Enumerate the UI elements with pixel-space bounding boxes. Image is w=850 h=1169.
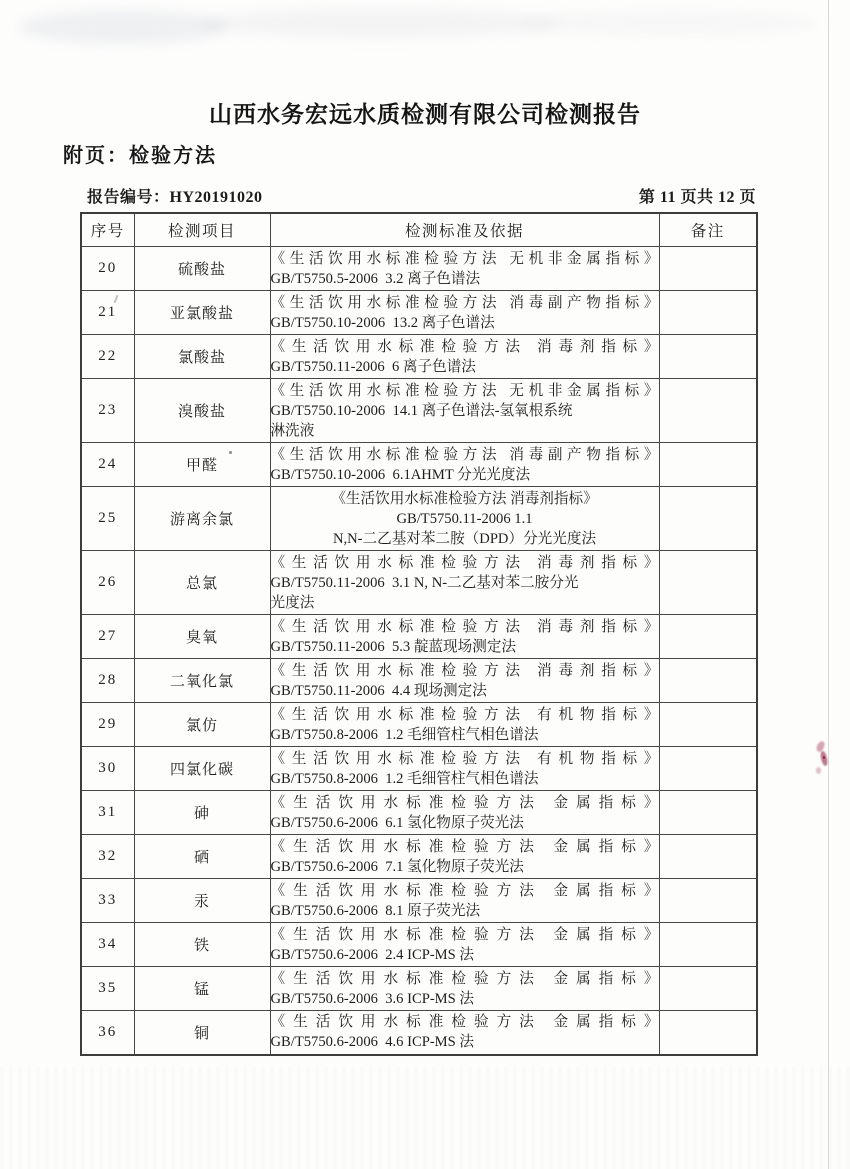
table-row: [81, 335, 757, 379]
table-row: [81, 379, 757, 443]
row-number: 30: [81, 747, 134, 791]
ink-mark: [820, 751, 829, 767]
row-remark: [659, 967, 757, 1011]
column-header: 备注: [659, 213, 757, 247]
row-method: [270, 835, 659, 879]
ink-mark: [816, 767, 821, 774]
method-line: 《生活饮用水标准检验方法 金属指标》: [270, 794, 659, 811]
method-line: 《生活饮用水标准检验方法 金属指标》: [270, 882, 659, 899]
table-row: [81, 703, 757, 747]
table-row: [81, 659, 757, 703]
table-row: [81, 747, 757, 791]
method-line: 《生活饮用水标准检验方法 金属指标》: [270, 1014, 659, 1031]
row-remark: [659, 487, 757, 551]
method-line: 《生活饮用水标准检验方法 金属指标》: [270, 970, 659, 987]
methods-table: [80, 212, 758, 1056]
row-remark: [659, 1011, 757, 1055]
row-item: 氯仿: [134, 703, 270, 747]
ink-mark: [823, 756, 825, 759]
row-number: 25: [81, 487, 134, 551]
row-number: 24: [81, 443, 134, 487]
table-row: [81, 1011, 757, 1055]
row-remark: [659, 335, 757, 379]
table-header-row: [81, 213, 757, 247]
row-method: [270, 335, 659, 379]
method-line: 《生活饮用水标准检验方法 金属指标》: [270, 926, 659, 943]
method-line: GB/T5750.11-2006 5.3 靛蓝现场测定法: [270, 638, 517, 655]
row-number: 23: [81, 379, 134, 443]
method-line: 《生活饮用水标准检验方法 消毒剂指标》: [270, 618, 659, 635]
method-line: GB/T5750.5-2006 3.2 离子色谱法: [270, 270, 481, 287]
row-method: [270, 879, 659, 923]
row-item: 臭氧: [134, 615, 270, 659]
report-number: [80, 184, 263, 207]
row-number: 21: [81, 291, 134, 335]
row-number: 26: [81, 551, 134, 615]
method-line: GB/T5750.8-2006 1.2 毛细管柱气相色谱法: [270, 726, 539, 743]
row-item: 四氯化碳: [134, 747, 270, 791]
method-line: GB/T5750.10-2006 13.2 离子色谱法: [270, 314, 495, 331]
method-line: GB/T5750.6-2006 4.6 ICP-MS 法: [270, 1034, 475, 1051]
method-line: 《生活饮用水标准检验方法 消毒剂指标》: [270, 554, 659, 571]
row-item: 铁: [134, 923, 270, 967]
scan-smudge: [520, 10, 820, 36]
row-item: 汞: [134, 879, 270, 923]
row-method: [270, 659, 659, 703]
table-row: [81, 923, 757, 967]
row-item: 二氧化氯: [134, 659, 270, 703]
column-header: 检测项目: [134, 213, 270, 247]
scan-edge-line: [828, 0, 829, 1169]
method-line: 《生活饮用水标准检验方法 消毒副产物指标》: [270, 294, 659, 311]
row-remark: [659, 747, 757, 791]
method-line: 《生活饮用水标准检验方法 无机非金属指标》: [270, 382, 659, 399]
method-line: 《生活饮用水标准检验方法 金属指标》: [270, 838, 659, 855]
row-remark: [659, 879, 757, 923]
scan-smudge: [18, 10, 228, 44]
method-line: GB/T5750.11-2006 6 离子色谱法: [270, 358, 476, 375]
scan-smudge: [200, 8, 560, 38]
row-remark: [659, 551, 757, 615]
method-line: GB/T5750.6-2006 6.1 氢化物原子荧光法: [270, 814, 524, 831]
row-method: [270, 1011, 659, 1055]
row-number: 32: [81, 835, 134, 879]
row-remark: [659, 615, 757, 659]
table-row: [81, 879, 757, 923]
row-number: 20: [81, 247, 134, 291]
attachment-subtitle: 附页：检验方法: [63, 145, 217, 167]
method-line: GB/T5750.6-2006 7.1 氢化物原子荧光法: [270, 858, 524, 875]
method-line: GB/T5750.8-2006 1.2 毛细管柱气相色谱法: [270, 770, 539, 787]
table-row: [81, 487, 757, 551]
row-remark: [659, 443, 757, 487]
page-indicator: 第 11 页共 12 页: [638, 189, 756, 206]
row-remark: [659, 923, 757, 967]
table-row: [81, 967, 757, 1011]
method-line: 《生活饮用水标准检验方法 消毒副产物指标》: [270, 446, 659, 463]
row-remark: [659, 659, 757, 703]
row-remark: [659, 247, 757, 291]
row-number: 31: [81, 791, 134, 835]
row-remark: [659, 291, 757, 335]
row-item: 氯酸盐: [134, 335, 270, 379]
report-number-value: HY20191020: [169, 189, 263, 206]
row-remark: [659, 791, 757, 835]
method-line: 光度法: [270, 594, 315, 611]
row-method: [270, 967, 659, 1011]
method-line: GB/T5750.6-2006 3.6 ICP-MS 法: [270, 990, 475, 1007]
row-method: [270, 923, 659, 967]
ink-mark: [815, 740, 825, 753]
row-method: [270, 487, 659, 551]
row-item: 游离余氯: [134, 487, 270, 551]
table-row: [81, 615, 757, 659]
method-line: GB/T5750.11-2006 1.1: [396, 510, 533, 527]
row-item: 甲醛: [134, 443, 270, 487]
report-number-label: 报告编号：: [87, 189, 170, 206]
method-line: GB/T5750.10-2006 6.1AHMT 分光光度法: [270, 466, 531, 483]
method-line: GB/T5750.11-2006 3.1 N, N-二乙基对苯二胺分光: [270, 574, 579, 591]
table-row: [81, 835, 757, 879]
row-number: 22: [81, 335, 134, 379]
row-item: 亚氯酸盐: [134, 291, 270, 335]
row-method: [270, 291, 659, 335]
method-line: N,N-二乙基对苯二胺（DPD）分光光度法: [332, 530, 597, 547]
table-row: [81, 291, 757, 335]
row-item: 硫酸盐: [134, 247, 270, 291]
row-number: 28: [81, 659, 134, 703]
method-line: 淋洗液: [270, 422, 315, 439]
row-number: 36: [81, 1011, 134, 1055]
row-item: 硒: [134, 835, 270, 879]
table-row: [81, 443, 757, 487]
row-method: [270, 747, 659, 791]
method-line: GB/T5750.6-2006 2.4 ICP-MS 法: [270, 946, 475, 963]
row-item: 溴酸盐: [134, 379, 270, 443]
method-line: 《生活饮用水标准检验方法 无机非金属指标》: [270, 250, 659, 267]
row-method: [270, 551, 659, 615]
method-line: GB/T5750.6-2006 8.1 原子荧光法: [270, 902, 481, 919]
row-remark: [659, 379, 757, 443]
row-remark: [659, 835, 757, 879]
method-line: 《生活饮用水标准检验方法 消毒剂指标》: [331, 490, 598, 507]
scan-noise-band: [0, 1066, 850, 1169]
column-header: 检测标准及依据: [270, 213, 659, 247]
table-body: [81, 247, 757, 1055]
row-method: [270, 443, 659, 487]
row-number: 34: [81, 923, 134, 967]
table-row: [81, 247, 757, 291]
row-item: 总氯: [134, 551, 270, 615]
table-row: [81, 551, 757, 615]
meta-row: [80, 184, 756, 207]
row-number: 29: [81, 703, 134, 747]
row-method: [270, 791, 659, 835]
row-number: 27: [81, 615, 134, 659]
row-number: 35: [81, 967, 134, 1011]
row-item: 锰: [134, 967, 270, 1011]
row-item: 砷: [134, 791, 270, 835]
page-title: 山西水务宏远水质检测有限公司检测报告: [209, 101, 641, 127]
row-remark: [659, 703, 757, 747]
method-line: 《生活饮用水标准检验方法 消毒剂指标》: [270, 338, 659, 355]
method-line: 《生活饮用水标准检验方法 有机物指标》: [270, 750, 659, 767]
row-method: [270, 703, 659, 747]
row-method: [270, 247, 659, 291]
method-line: GB/T5750.10-2006 14.1 离子色谱法-氢氧根系统: [270, 402, 573, 419]
row-number: 33: [81, 879, 134, 923]
method-line: 《生活饮用水标准检验方法 有机物指标》: [270, 706, 659, 723]
column-header: 序号: [81, 213, 134, 247]
row-method: [270, 615, 659, 659]
method-line: 《生活饮用水标准检验方法 消毒剂指标》: [270, 662, 659, 679]
row-method: [270, 379, 659, 443]
table-row: [81, 791, 757, 835]
method-line: GB/T5750.11-2006 4.4 现场测定法: [270, 682, 487, 699]
row-item: 铜: [134, 1011, 270, 1055]
